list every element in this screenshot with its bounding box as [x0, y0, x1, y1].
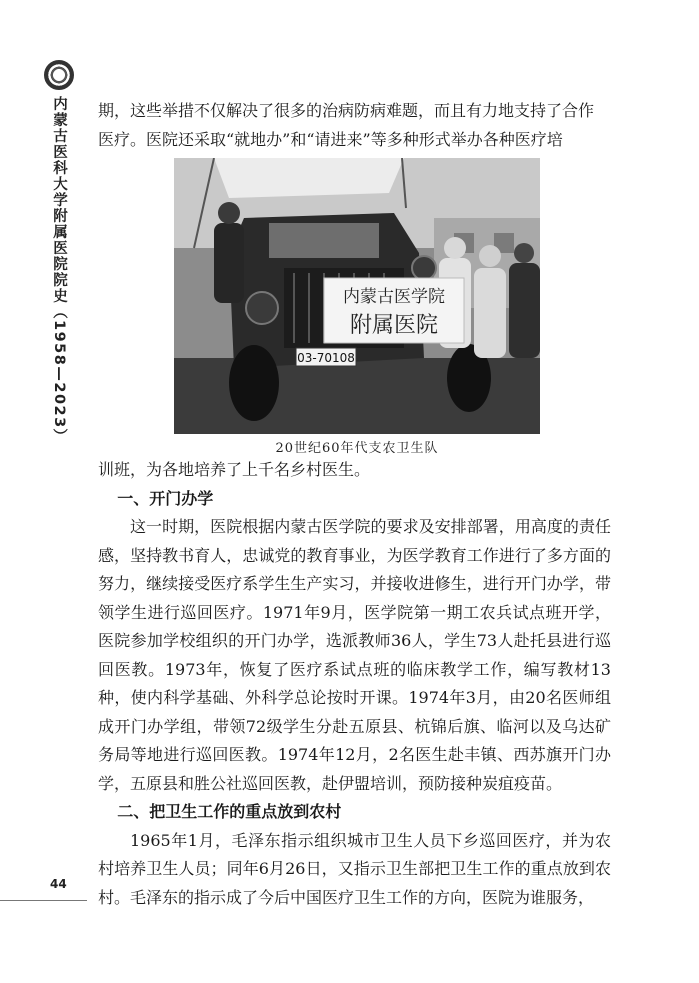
section-2-paragraph: 1965年1月，毛泽东指示组织城市卫生人员下乡巡回医疗，并为农村培养卫生人员；同年6月26日，又指示卫生部把卫生工作的重点放到农村。毛泽东的指示成了今后中国医疗卫生工作的方向，医院为谁服务， — [98, 830, 611, 907]
book-title-vertical: 内蒙古医科大学附属医院院史（1958—2023） — [51, 96, 67, 445]
page-number: 44 — [50, 877, 67, 891]
page-number-rule — [0, 900, 87, 901]
text-block-top — [98, 97, 611, 154]
section-1-paragraph: 这一时期，医院根据内蒙古医学院的要求及安排部署，用高度的责任感，坚持教书育人，忠诚党的教育事业，为医学教育工作进行了多方面的努力，继续接受医疗系学生生产实习，并接收进修生，进行开门办学，带领学生进行巡回医疗。1971年9月，医学院第一期工农兵试点班开学，医院参加学校组织的开门办学，选派教师36人，学生73人赴托县进行巡回医教。1973年，恢复了医疗系试点班的临床教学工作，编写教材13种，使内科学基础、外科学总论按时开课。1974年3月，由20名医师组成开门办学组，带领72级学生分赴五原县、杭锦后旗、临河以及乌达矿务局等地进行巡回医教。1974年12月，2名医生赴丰镇、西苏旗开门办学，五原县和胜公社巡回医教，赴伊盟培训，预防接种炭疽疫苗。 — [98, 517, 611, 793]
photo-caption: 20世纪60年代支农卫生队 — [275, 441, 439, 456]
truck-photo-illustration — [174, 158, 540, 434]
text-block-main — [98, 456, 611, 912]
section-heading-1: 一、开门办学 — [117, 488, 214, 508]
text-line: 训班，为各地培养了上千名乡村医生。 — [98, 460, 371, 479]
sign-text-line2: 附属医院 — [349, 313, 439, 338]
text-line: 期，这些举措不仅解决了很多的治病防病难题，而且有力地支持了合作 — [98, 101, 595, 120]
text-line: 医疗。医院还采取“就地办”和“请进来”等多种形式举办各种医疗培 — [98, 129, 563, 149]
historical-photo — [174, 158, 540, 434]
section-heading-2: 二、把卫生工作的重点放到农村 — [117, 802, 342, 821]
license-plate-number: 03-70108 — [297, 351, 355, 365]
sign-text-line1: 内蒙古医学院 — [343, 287, 445, 307]
university-logo-icon — [44, 60, 74, 90]
